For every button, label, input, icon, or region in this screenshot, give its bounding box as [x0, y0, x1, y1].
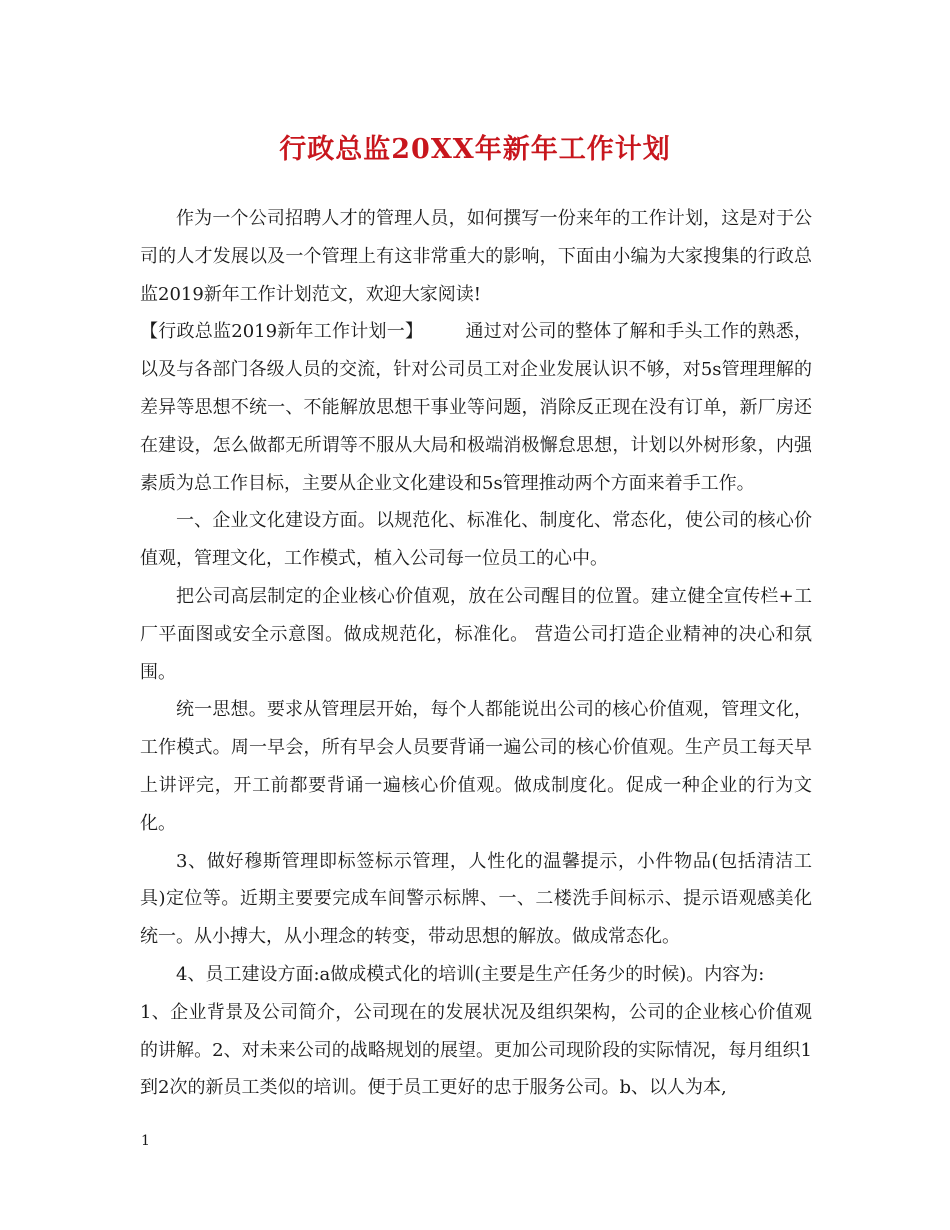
training-content-paragraph: 1、企业背景及公司简介，公司现在的发展状况及组织架构，公司的企业核心价值观的讲解。2、对未来公司的战略规划的展望。更加公司现阶段的实际情况，每月组织1到2次的新员工类似的培训。便于员工更好的忠于服务公司。b、以人为本, — [140, 1001, 812, 1099]
staff-building-paragraph: 4、员工建设方面:a做成模式化的培训(主要是生产任务少的时候)。内容为: — [176, 963, 765, 985]
labeling-paragraph: 3、做好穆斯管理即标签标示管理，人性化的温馨提示，小件物品(包括清洁工具)定位等。近期主要要完成车间警示标牌、一、二楼洗手间标示、提示语观感美化统一。从小搏大，从小理念的转变，带动思想的解放。做成常态化。 — [140, 850, 812, 948]
unify-thought-paragraph: 统一思想。要求从管理层开始，每个人都能说出公司的核心价值观，管理文化，工作模式。周一早会，所有早会人员要背诵一遍公司的核心价值观。生产员工每天早上讲评完，开工前都要背诵一遍核心价值观。做成制度化。促成一种企业的行为文化。 — [140, 699, 812, 834]
document-title: 行政总监20XX年新年工作计划 — [279, 134, 671, 165]
section-paragraph-text: 通过对公司的整体了解和手头工作的熟悉，以及与各部门各级人员的交流，针对公司员工对企业发展认识不够，对5s管理理解的差异等思想不统一、不能解放思想干事业等问题，消除反正现在没有订单，新厂房还在建设，怎么做都无所谓等不服从大局和极端消极懈怠思想，计划以外树形象，内强素质为总工作目标，主要从企业文化建设和5s管理推动两个方面来着手工作。 — [140, 321, 812, 494]
document-body — [140, 200, 812, 1107]
values-paragraph: 把公司高层制定的企业核心价值观，放在公司醒目的位置。建立健全宣传栏+工厂平面图或安全示意图。做成规范化，标准化。 营造公司打造企业精神的决心和氛围。 — [140, 585, 812, 683]
culture-paragraph: 一、企业文化建设方面。以规范化、标准化、制度化、常态化，使公司的核心价值观，管理文化，工作模式，植入公司每一位员工的心中。 — [140, 510, 812, 570]
section-heading: 【行政总监2019新年工作计划一】 — [140, 321, 424, 343]
section-paragraph — [140, 313, 812, 502]
intro-paragraph: 作为一个公司招聘人才的管理人员，如何撰写一份来年的工作计划，这是对于公司的人才发展以及一个管理上有这非常重大的影响，下面由小编为大家搜集的行政总监2019新年工作计划范文，欢迎大家阅读! — [140, 208, 812, 305]
page-number: 1 — [141, 1133, 150, 1149]
